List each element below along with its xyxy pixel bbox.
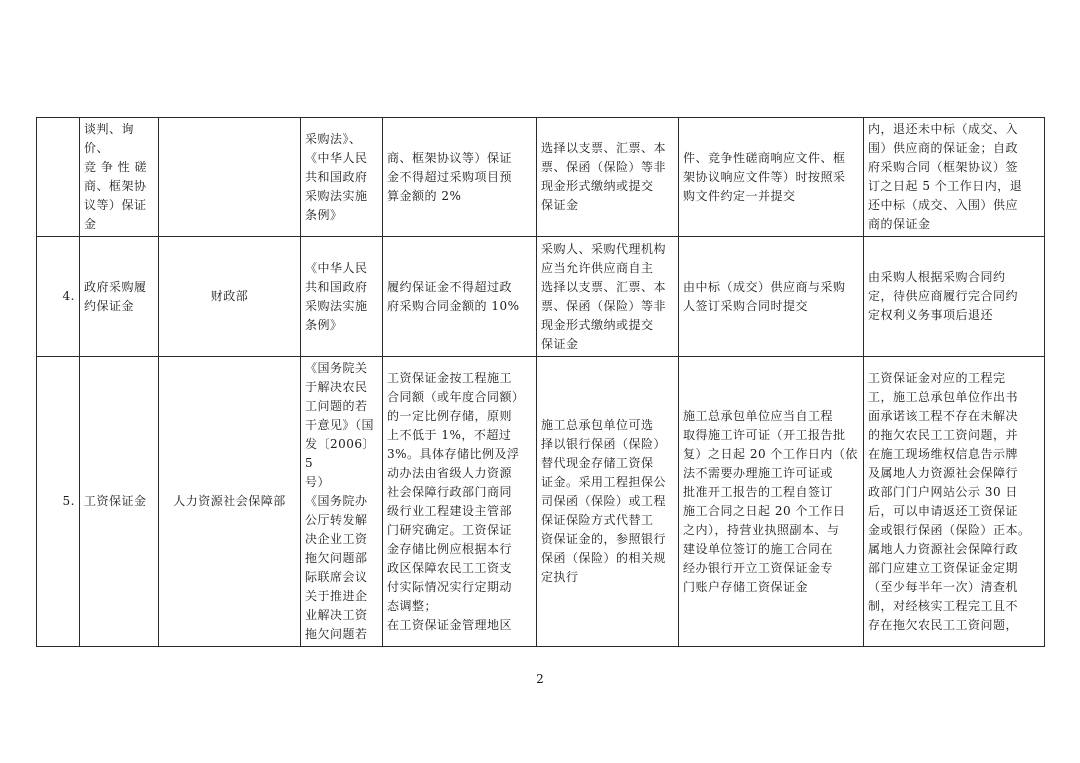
refund-rule: 内，退还未中标（成交、入 围）供应商的保证金；自政 府采购合同（框架协议）签 订之日起 5 个工作日内，退 还中标（成交、入围）供应 商的保证金: [864, 118, 1045, 237]
collection-standard: 履约保证金不得超过政 府采购合同金额的 10%: [383, 237, 537, 357]
submission-timing: 由中标（成交）供应商与采购 人签订采购合同时提交: [679, 237, 864, 357]
legal-basis: 采购法》、 《中华人民 共和国政府 采购法实施 条例》: [301, 118, 383, 237]
row-number: 4.: [37, 237, 80, 357]
department: [159, 118, 301, 237]
department: 财政部: [159, 237, 301, 357]
submission-timing: 件、竞争性磋商响应文件、框 架协议响应文件等）时按照采 购文件约定一并提交: [679, 118, 864, 237]
deposit-name: 政府采购履 约保证金: [80, 237, 159, 357]
row-number: [37, 118, 80, 237]
deposit-name: 工资保证金: [80, 357, 159, 647]
legal-basis: 《中华人民 共和国政府 采购法实施 条例》: [301, 237, 383, 357]
table-row: [37, 118, 1045, 237]
refund-rule: 由采购人根据采购合同约 定，待供应商履行完合同约 定权利义务事项后退还: [864, 237, 1045, 357]
deposit-name: 谈判、询价、 竞 争 性 磋 商、框架协 议等）保证 金: [80, 118, 159, 237]
row-number: 5.: [37, 357, 80, 647]
deposit-table: [36, 117, 1045, 647]
collection-standard: 商、框架协议等）保证 金不得超过采购项目预 算金额的 2%: [383, 118, 537, 237]
page-number: 2: [536, 672, 544, 686]
submission-timing: 施工总承包单位应当自工程 取得施工许可证（开工报告批 复）之日起 20 个工作日内（依 法不需要办理施工许可证或 批准开工报告的工程自签订 施工合同之日起 20 个工作日 之内），持营业执照副本、与 建设单位签订的施工合同在 经办银行开立工资保证金专 门账户存储工资保证金: [679, 357, 864, 647]
department: 人力资源社会保障部: [159, 357, 301, 647]
table-row: [37, 237, 1045, 357]
table-row: [37, 357, 1045, 647]
legal-basis: 《国务院关 于解决农民 工问题的若 干意见》（国 发〔2006〕5 号） 《国务院办 公厅转发解 决企业工资 拖欠问题部 际联席会议 关于推进企 业解决工资 拖欠问题若: [301, 357, 383, 647]
refund-rule: 工资保证金对应的工程完 工，施工总承包单位作出书 面承诺该工程不存在未解决 的拖欠农民工工资问题，并 在施工现场维权信息告示牌 及属地人力资源社会保障行 政部门门户网站公示 30 日 后，可以申请返还工资保证 金或银行保函（保险）正本。 属地人力资源社会保障行政 部门应建立工资保证金定期 （至少每半年一次）清查机 制，对经核实工程完工且不 存在拖欠农民工工资问题，: [864, 357, 1045, 647]
payment-form: 采购人、采购代理机构 应当允许供应商自主 选择以支票、汇票、本 票、保函（保险）等非 现金形式缴纳或提交 保证金: [537, 237, 679, 357]
payment-form: 施工总承包单位可选 择以银行保函（保险） 替代现金存储工资保 证金。采用工程担保公 司保函（保险）或工程 保证保险方式代替工 资保证金的，参照银行 保函（保险）的相关规 定执行: [537, 357, 679, 647]
collection-standard: 工资保证金按工程施工 合同额（或年度合同额） 的一定比例存储，原则 上不低于 1%，不超过 3%。具体存储比例及浮 动办法由省级人力资源 社会保障行政部门商同 级行业工程建设主管部 门研究确定。工资保证 金存储比例应根据本行 政区保障农民工工资支 付实际情况实行定期动 态调整； 在工资保证金管理地区: [383, 357, 537, 647]
payment-form: 选择以支票、汇票、本 票、保函（保险）等非 现金形式缴纳或提交 保证金: [537, 118, 679, 237]
